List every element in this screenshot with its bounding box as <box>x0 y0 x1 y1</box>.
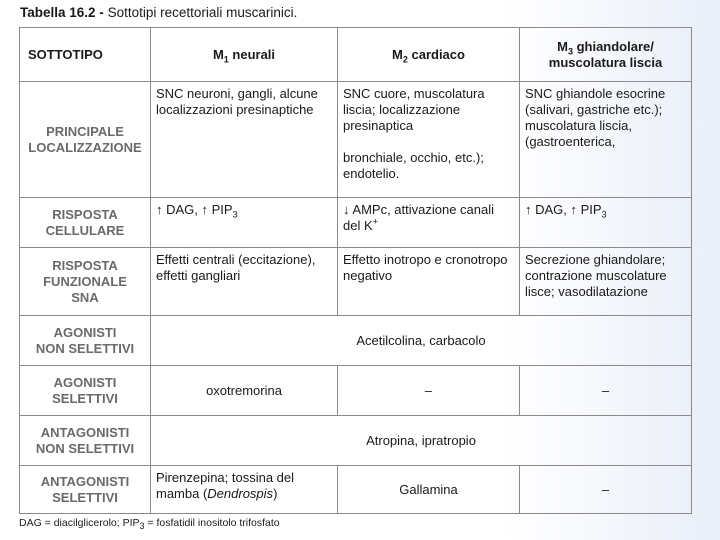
cell-sna-m2: Effetto inotropo e cronotropo negativo <box>338 248 520 316</box>
header-m2: $M_2$ cardiaco <box>338 28 520 82</box>
table-caption <box>20 5 297 20</box>
cell-ants-m1: Pirenzepina; tossina del mamba (Dendrospis) <box>151 466 338 514</box>
caption-label: Tabella 16.2 - <box>20 5 104 20</box>
caption-text: Sottotipi recettoriali muscarinici. <box>107 5 298 20</box>
cell-loc-m2: SNC cuore, muscolatura liscia; localizzazione presinaptica bronchiale, occhio, etc.); endotelio. <box>338 82 520 198</box>
cell-risp-m1: ↑ DAG, ↑ $PIP_3$ <box>151 198 338 248</box>
cell-ants-m2: Gallamina <box>338 466 520 514</box>
cell-loc-m3: SNC ghiandole esocrine (salivari, gastriche etc.); muscolatura liscia, (gastroenterica, <box>520 82 692 198</box>
cell-ags-m1: oxotremorina <box>151 366 338 416</box>
row-head-antagonisti-selettivi: ANTAGONISTI SELETTIVI <box>20 466 151 514</box>
row-head-agonisti-selettivi: AGONISTI SELETTIVI <box>20 366 151 416</box>
muscarinic-subtypes-table <box>19 27 692 514</box>
row-head-agonisti-non-selettivi: AGONISTI NON SELETTIVI <box>20 316 151 366</box>
table-row <box>20 366 692 416</box>
header-m3: $M_3$ ghiandolare/ muscolatura liscia <box>520 28 692 82</box>
table-row <box>20 198 692 248</box>
cell-ags-m3: – <box>520 366 692 416</box>
header-subtype: SOTTOTIPO <box>20 28 151 82</box>
header-row <box>20 28 692 82</box>
cell-loc-m1: SNC neuroni, gangli, alcune localizzazioni presinaptiche <box>151 82 338 198</box>
table-row <box>20 248 692 316</box>
table-footnote: DAG = diacilglicerolo; $PIP_3$ = fosfatidil inositolo trifosfato <box>19 517 280 532</box>
cell-antagonisti-non-selettivi: Atropina, ipratropio <box>151 416 692 466</box>
table-row <box>20 316 692 366</box>
row-head-risposta-cellulare: RISPOSTA CELLULARE <box>20 198 151 248</box>
cell-agonisti-non-selettivi: Acetilcolina, carbacolo <box>151 316 692 366</box>
cell-sna-m1: Effetti centrali (eccitazione), effetti gangliari <box>151 248 338 316</box>
table-row <box>20 82 692 198</box>
cell-ags-m2: – <box>338 366 520 416</box>
header-m1: $M_1$ neurali <box>151 28 338 82</box>
cell-risp-m2: ↓ AMPc, attivazione canali del K+ <box>338 198 520 248</box>
row-head-localizzazione: PRINCIPALE LOCALIZZAZIONE <box>20 82 151 198</box>
row-head-risposta-sna: RISPOSTA FUNZIONALE SNA <box>20 248 151 316</box>
table-row <box>20 466 692 514</box>
row-head-antagonisti-non-selettivi: ANTAGONISTI NON SELETTIVI <box>20 416 151 466</box>
cell-risp-m3: ↑ DAG, ↑ $PIP_3$ <box>520 198 692 248</box>
cell-ants-m3: – <box>520 466 692 514</box>
cell-sna-m3: Secrezione ghiandolare; contrazione muscolature lisce; vasodilatazione <box>520 248 692 316</box>
table-row <box>20 416 692 466</box>
